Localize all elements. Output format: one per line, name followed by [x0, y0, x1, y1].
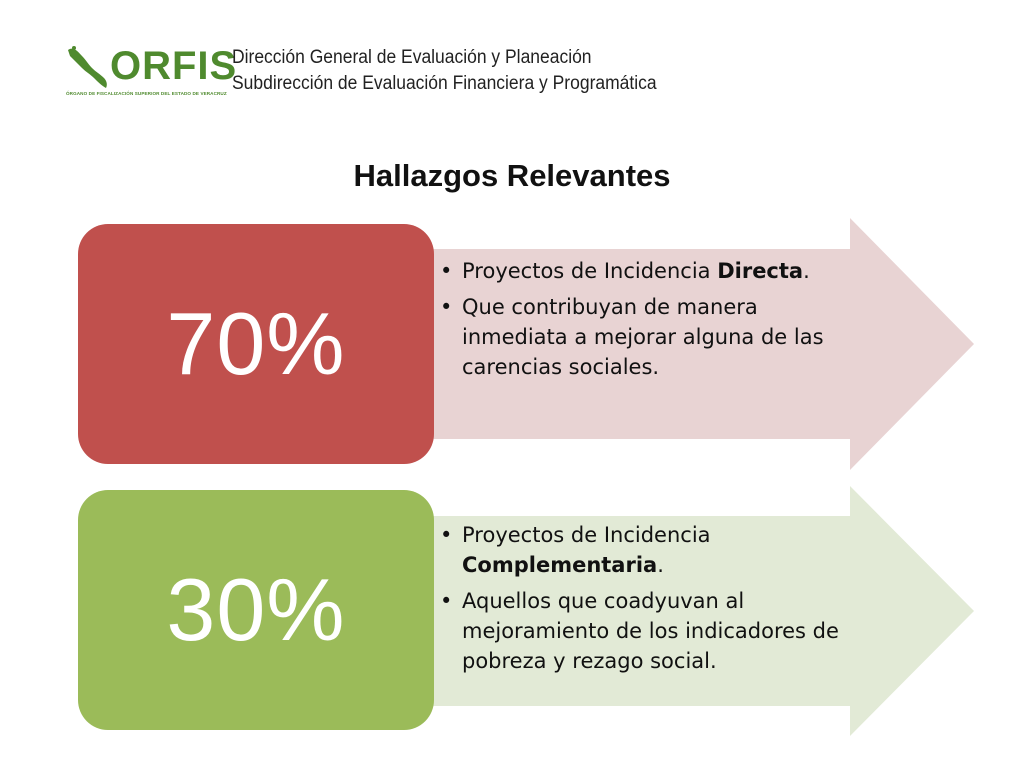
finding-percent-1: 70% — [166, 294, 346, 393]
finding-1-bullet-1: • Proyectos de Incidencia Directa. — [436, 256, 856, 286]
logo-wordmark: ORFIS — [110, 44, 238, 88]
header-line-2: Subdirección de Evaluación Financiera y Programática — [232, 73, 657, 94]
header-line-1: Dirección General de Evaluación y Planeación — [232, 47, 592, 68]
orfis-logo — [66, 42, 238, 102]
finding-percent-box-1 — [78, 224, 434, 464]
finding-bullets-1 — [436, 256, 856, 388]
header-text — [232, 45, 694, 97]
logo-tagline: ÓRGANO DE FISCALIZACIÓN SUPERIOR DEL ESTADO DE VERACRUZ — [66, 91, 227, 96]
finding-bullets-2 — [436, 520, 876, 682]
finding-percent-box-2 — [78, 490, 434, 730]
finding-1-bullet-2: • Que contribuyan de manera inmediata a mejorar alguna de las carencias sociales. — [436, 292, 856, 382]
page-title: Hallazgos Relevantes — [353, 158, 671, 193]
finding-percent-2: 30% — [166, 560, 346, 659]
veracruz-map-icon — [66, 42, 114, 90]
finding-2-bullet-2: • Aquellos que coadyuvan al mejoramiento de los indicadores de pobreza y rezago social. — [436, 586, 876, 676]
finding-2-bullet-1: • Proyectos de Incidencia Complementaria. — [436, 520, 876, 580]
